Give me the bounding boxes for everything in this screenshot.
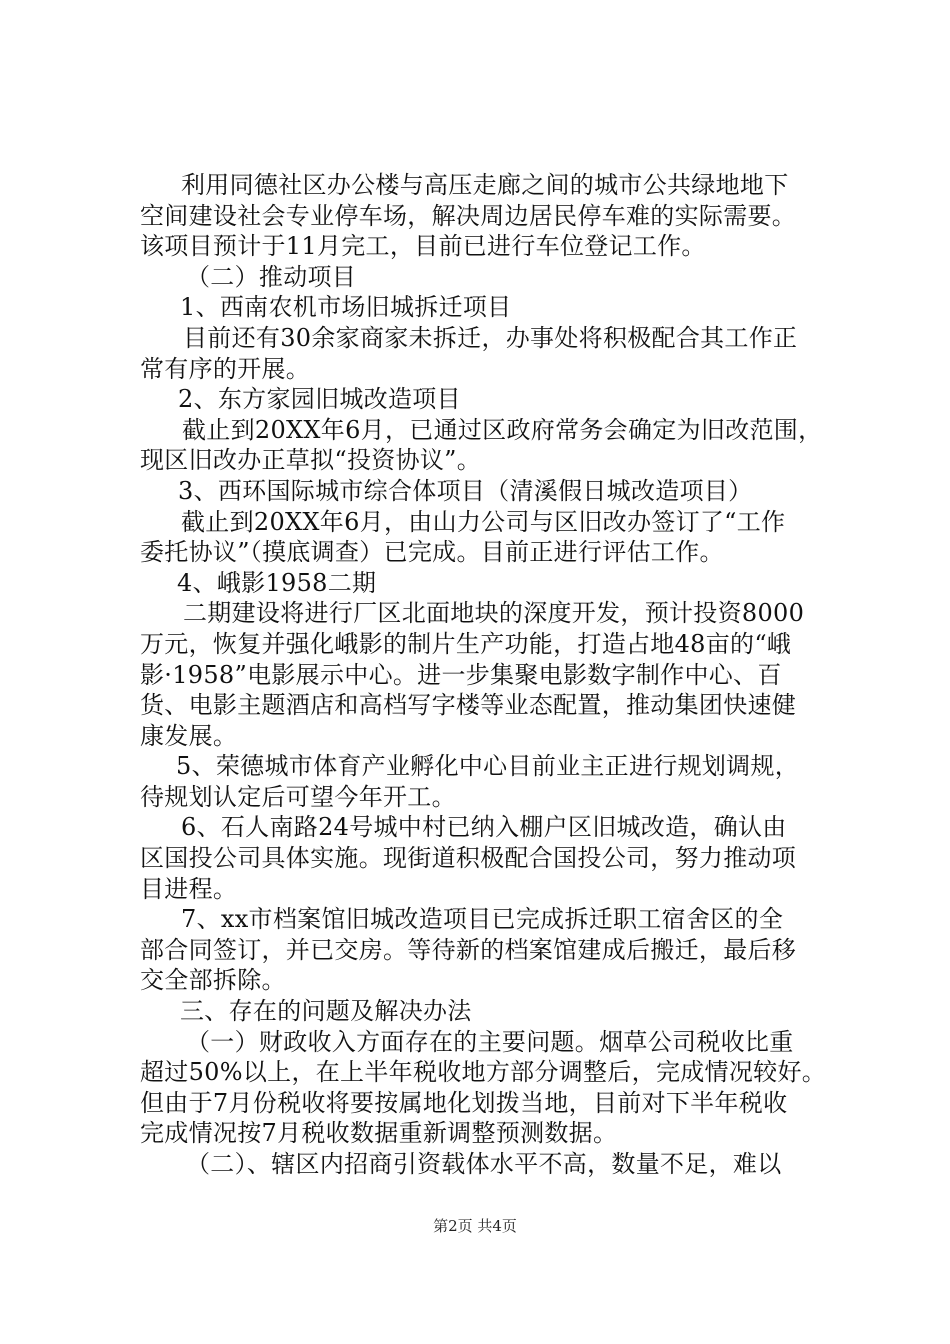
text-line: 部合同签订，并已交房。等待新的档案馆建成后搬迁，最后移: [140, 935, 797, 964]
text-line: 货、电影主题酒店和高档写字楼等业态配置，推动集团快速健: [140, 691, 797, 720]
text-line: 交全部拆除。: [140, 966, 286, 995]
text-line: 区国投公司具体实施。现街道积极配合国投公司，努力推动项: [140, 844, 797, 873]
text-line: 常有序的开展。: [140, 354, 311, 383]
text-line: 利用同德社区办公楼与高压走廊之间的城市公共绿地地下: [181, 171, 789, 199]
text-line: （二）推动项目: [186, 262, 357, 291]
text-line: 二期建设将进行厂区北面地块的深度开发，预计投资8000: [183, 599, 805, 628]
text-line: （二）、辖区内招商引资载体水平不高，数量不足，难以: [186, 1150, 782, 1178]
page-footer: 第2页 共4页: [433, 1217, 517, 1235]
text-line: 4、峨影1958二期: [177, 568, 377, 597]
text-line: 影·1958”电影展示中心。进一步集聚电影数字制作中心、百: [140, 660, 782, 689]
text-line: 待规划认定后可望今年开工。: [140, 782, 456, 811]
text-line: 3、西环国际城市综合体项目（清溪假日城改造项目）: [178, 476, 753, 505]
text-line: 5、荣德城市体育产业孵化中心目前业主正进行规划调规，: [176, 752, 800, 781]
text-line: 2、东方家园旧城改造项目: [178, 385, 461, 414]
text-line: 目进程。: [140, 874, 238, 903]
text-line: 现区旧改办正草拟“投资协议”。: [140, 446, 482, 475]
text-line: 截止到20XX年6月，由山力公司与区旧改办签订了“工作: [181, 507, 786, 536]
text-line: 但由于7月份税收将要按属地化划拨当地，目前对下半年税收: [140, 1088, 788, 1117]
text-line: 目前还有30余家商家未拆迁，办事处将积极配合其工作正: [183, 323, 798, 352]
text-line: （一）财政收入方面存在的主要问题。烟草公司税收比重: [186, 1027, 794, 1056]
text-line: 6、石人南路24号城中村已纳入棚户区旧城改造，确认由: [181, 813, 787, 842]
text-line: 委托协议”（摸底调查）已完成。目前正进行评估工作。: [140, 538, 724, 567]
text-line: 康发展。: [140, 721, 238, 750]
text-line: 完成情况按7月税收数据重新调整预测数据。: [140, 1119, 618, 1148]
text-line: 截止到20XX年6月，已通过区政府常务会确定为旧改范围，: [182, 415, 823, 444]
text-line: 三、存在的问题及解决办法: [180, 997, 472, 1026]
text-line: 超过50%以上，在上半年税收地方部分调整后，完成情况较好。: [140, 1058, 827, 1087]
text-line: 万元，恢复并强化峨影的制片生产功能，打造占地48亩的“峨: [140, 629, 792, 658]
text-line: 7、xx市档案馆旧城改造项目已完成拆迁职工宿舍区的全: [181, 905, 784, 934]
text-line: 该项目预计于11月完工，目前已进行车位登记工作。: [140, 232, 706, 261]
text-line: 1、西南农机市场旧城拆迁项目: [180, 293, 512, 322]
body-text: [140, 170, 840, 1180]
text-line: 空间建设社会专业停车场，解决周边居民停车难的实际需要。: [140, 201, 797, 230]
